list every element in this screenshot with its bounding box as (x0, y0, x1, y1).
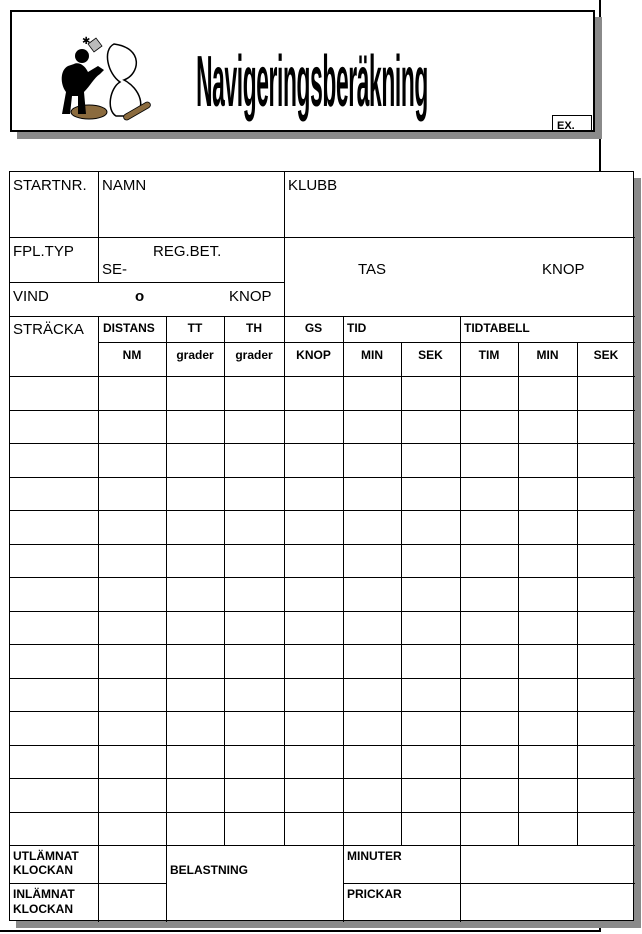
line-v (518, 342, 519, 845)
line-v (98, 845, 99, 922)
line-h (10, 883, 167, 884)
header-tt: TT (187, 321, 203, 335)
navigation-form (9, 171, 634, 921)
subheader-grader-th: grader (235, 348, 273, 362)
line-v (343, 316, 344, 922)
utlamnat-label-1: UTLÄMNAT (13, 849, 79, 863)
line-v (224, 316, 225, 845)
line-v (401, 342, 402, 845)
table-row-line (10, 544, 635, 545)
line-v (284, 172, 285, 316)
header-tidtabell: TIDTABELL (464, 321, 530, 335)
header-gs: GS (304, 321, 323, 335)
subheader-nm: NM (122, 348, 142, 362)
table-row-line (10, 812, 635, 813)
namn-label: NAMN (102, 177, 147, 194)
subheader-tidtabell-sek: SEK (593, 348, 619, 362)
line-h (99, 342, 635, 343)
table-row-line (10, 678, 635, 679)
line-h (10, 282, 284, 283)
subheader-knop: KNOP (296, 348, 331, 362)
table-row-line (10, 443, 635, 444)
degree-label: o (135, 288, 145, 305)
prickar-label: PRICKAR (347, 887, 402, 901)
line-v (460, 316, 461, 922)
utlamnat-label-2: KLOCKAN (13, 863, 73, 877)
ex-label: EX. (557, 120, 575, 132)
fpl-typ-label: FPL.TYP (13, 243, 74, 260)
table-row-line (10, 611, 635, 612)
klubb-label: KLUBB (288, 177, 338, 194)
se-prefix-label: SE- (102, 261, 128, 278)
navigator-figure-icon (44, 34, 154, 126)
inlamnat-label-1: INLÄMNAT (13, 887, 75, 901)
line-v (166, 316, 167, 845)
line-v (166, 845, 167, 922)
subheader-tid-sek: SEK (418, 348, 443, 362)
subheader-grader-tt: grader (176, 348, 214, 362)
belastning-label: BELASTNING (170, 863, 248, 877)
line-v (577, 342, 578, 845)
line-h (10, 237, 635, 238)
line-h (10, 845, 635, 846)
line-h (10, 316, 635, 317)
knop-vind-label: KNOP (229, 288, 272, 305)
page-title: Navigeringsberäkning (196, 40, 428, 122)
header-distans: DISTANS (103, 321, 155, 335)
title-container (187, 26, 437, 136)
line-h (343, 883, 635, 884)
inlamnat-label-2: KLOCKAN (13, 902, 73, 916)
header-box (10, 10, 595, 132)
knop-tas-label: KNOP (542, 261, 585, 278)
ex-field[interactable] (552, 115, 592, 131)
stracka-label: STRÄCKA (13, 321, 84, 338)
minuter-label: MINUTER (347, 849, 402, 863)
table-row-line (10, 644, 635, 645)
table-row-line (10, 577, 635, 578)
startnr-label: STARTNR. (13, 177, 87, 194)
table-row-line (10, 711, 635, 712)
line-v (284, 316, 285, 845)
subheader-tid-min: MIN (361, 348, 383, 362)
table-row-line (10, 778, 635, 779)
table-row-line (10, 477, 635, 478)
svg-text:✱: ✱ (82, 36, 91, 47)
table-row-line (10, 510, 635, 511)
subheader-tidtabell-min: MIN (536, 348, 559, 362)
vind-label: VIND (13, 288, 49, 305)
line-v (98, 316, 99, 845)
header-th: TH (246, 321, 262, 335)
subheader-tim: TIM (478, 348, 500, 362)
line-h (10, 376, 635, 377)
line-v (98, 172, 99, 282)
header-tid: TID (347, 321, 367, 335)
table-row-line (10, 745, 635, 746)
reg-bet-label: REG.BET. (153, 243, 222, 260)
tas-label: TAS (358, 261, 387, 278)
table-row-line (10, 410, 635, 411)
